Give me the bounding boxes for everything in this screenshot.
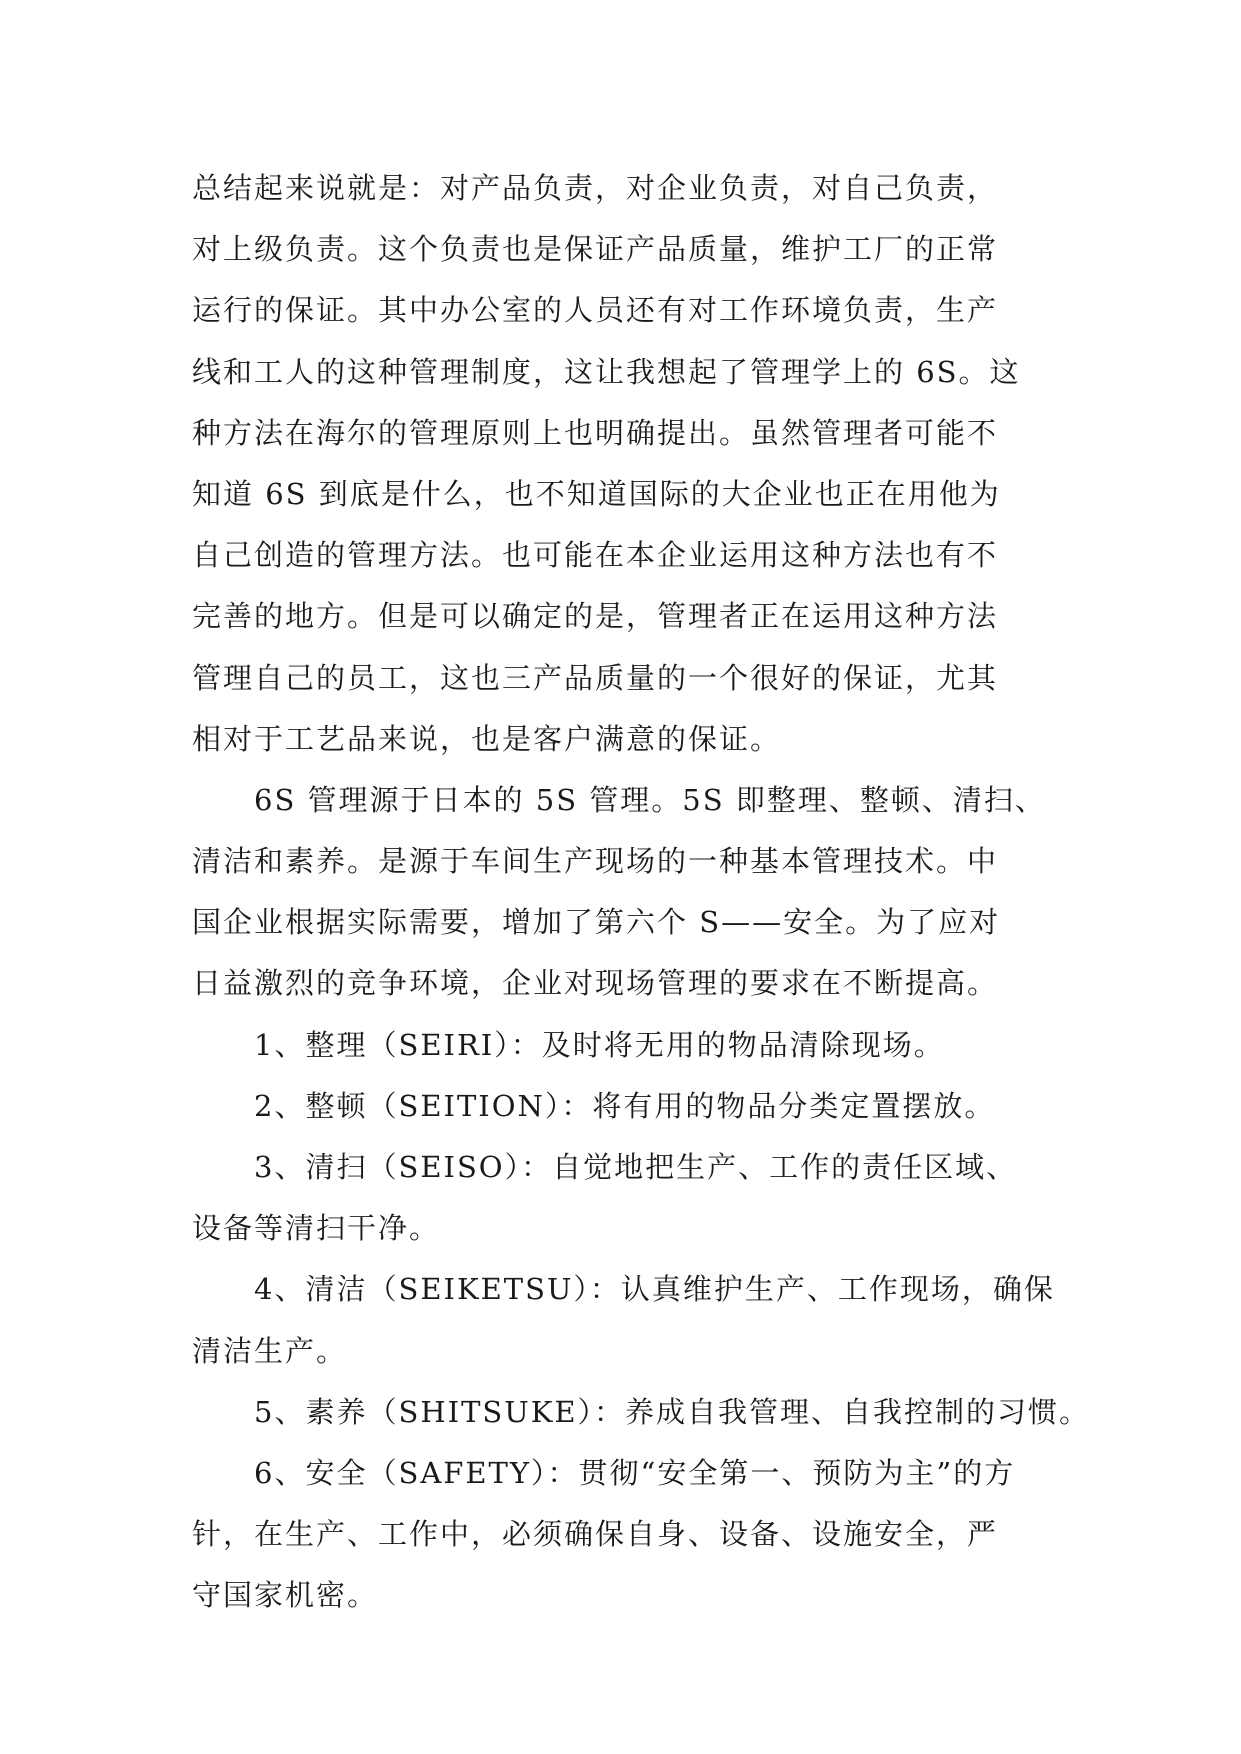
text-line: 6S 管理源于日本的 5S 管理。5S 即整理、整顿、清扫、 [192,782,1046,817]
text-line: 守国家机密。 [192,1578,379,1613]
body-text [192,158,1091,1627]
text-line: 日益激烈的竞争环境，企业对现场管理的要求在不断提高。 [192,966,999,1001]
text-line: 运行的保证。其中办公室的人员还有对工作环境负责，生产 [192,293,999,328]
text-line: 相对于工艺品来说，也是客户满意的保证。 [192,721,782,756]
text-line: 知道 6S 到底是什么，也不知道国际的大企业也正在用他为 [192,476,1001,511]
text-line: 种方法在海尔的管理原则上也明确提出。虽然管理者可能不 [192,415,999,450]
text-line: 5、素养（SHITSUKE）：养成自我管理、自我控制的习惯。 [192,1394,1091,1429]
text-line: 2、整顿（SEITION）：将有用的物品分类定置摆放。 [192,1088,996,1123]
text-line: 6、安全（SAFETY）：贯彻“安全第一、预防为主”的方 [192,1455,1016,1490]
text-line: 管理自己的员工，这也三产品质量的一个很好的保证，尤其 [192,660,999,695]
text-line: 清洁生产。 [192,1333,348,1368]
text-line: 完善的地方。但是可以确定的是，管理者正在运用这种方法 [192,599,999,634]
text-line: 设备等清扫干净。 [192,1211,441,1246]
text-line: 4、清洁（SEIKETSU）：认真维护生产、工作现场，确保 [192,1272,1055,1307]
text-line: 清洁和素养。是源于车间生产现场的一种基本管理技术。中 [192,844,999,879]
text-line: 国企业根据实际需要，增加了第六个 S——安全。为了应对 [192,905,1001,940]
text-line: 线和工人的这种管理制度，这让我想起了管理学上的 6S。这 [192,354,1021,389]
text-line: 1、整理（SEIRI）：及时将无用的物品清除现场。 [192,1027,945,1062]
text-line: 对上级负责。这个负责也是保证产品质量，维护工厂的正常 [192,232,999,267]
text-line: 3、清扫（SEISO）：自觉地把生产、工作的责任区域、 [192,1150,1018,1184]
text-line: 自己创造的管理方法。也可能在本企业运用这种方法也有不 [192,538,999,573]
text-line: 总结起来说就是：对产品负责，对企业负责，对自己负责， [192,171,999,205]
text-line: 针，在生产、工作中，必须确保自身、设备、设施安全，严 [192,1517,999,1552]
